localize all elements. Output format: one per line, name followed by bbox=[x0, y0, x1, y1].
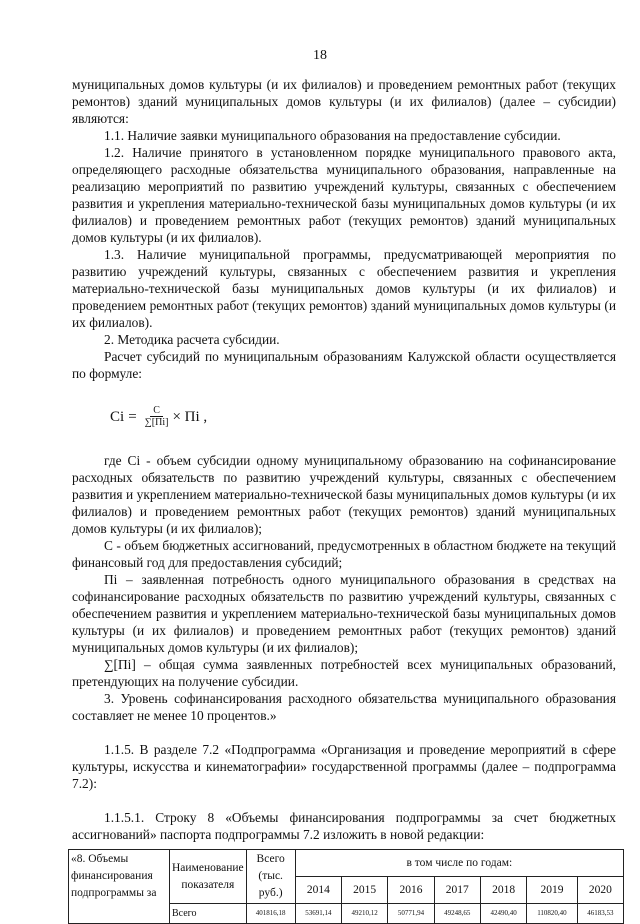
definition: где Ci - объем субсидии одному муниципальному образованию на софинансирование расходных обязательств по развитию учреждений культуры, связанных с обеспечением развития и укреплением материально-технической базы муниципальных домов культуры (и их филиалов) и проведением ремонтных работ (текущих ремонтов) зданий муниципальных домов культуры (и их филиалов); bbox=[72, 453, 616, 536]
document-body bbox=[72, 76, 616, 924]
page-number: 18 bbox=[313, 48, 327, 63]
subsidy-formula bbox=[110, 400, 616, 434]
table-year: 2020 bbox=[577, 877, 623, 904]
section-1-1-5: 1.1.5. В разделе 7.2 «Подпрограмма «Организация и проведение мероприятий в сфере культуры, искусства и кинематографии» государственной программы (далее – подпрограмма 7.2): bbox=[72, 742, 616, 791]
table-row-total: 401816,18 bbox=[246, 904, 295, 924]
table-row-label: «8. Объемы финансирования подпрограммы за bbox=[69, 850, 170, 924]
definition: ∑[Пi] – общая сумма заявленных потребностей всех муниципальных образований, претендующих на получение субсидии. bbox=[72, 657, 616, 689]
table-row-name: Всего bbox=[170, 904, 247, 924]
formula-fraction bbox=[145, 405, 169, 429]
table-cell: 110820,40 bbox=[527, 904, 577, 924]
table-year: 2019 bbox=[527, 877, 577, 904]
section-1-1-5-1: 1.1.5.1. Строку 8 «Объемы финансирования подпрограммы за счет бюджетных ассигнований» паспорта подпрограммы 7.2 изложить в новой редакции: bbox=[72, 810, 616, 842]
table-cell: 42490,40 bbox=[480, 904, 526, 924]
definition: Пi – заявленная потребность одного муниципального образования в средствах на софинансирование расходных обязательств по развитию учреждений культуры, связанных с обеспечением развития и укреплением материально-технической базы муниципальных домов культуры (и их филиалов) и проведением ремонтных работ (текущих ремонтов) зданий муниципальных домов культуры (и их филиалов); bbox=[72, 572, 616, 655]
formula-equals: = bbox=[128, 408, 137, 425]
table-year: 2016 bbox=[388, 877, 434, 904]
definition: С - объем бюджетных ассигнований, предусмотренных в областном бюджете на текущий финансовый год для предоставления субсидий; bbox=[72, 538, 616, 570]
paragraph: 1.3. Наличие муниципальной программы, предусматривающей мероприятия по развитию учреждений культуры, связанных с обеспечением развития и укрепления материально-технической базы муниципальных домов культуры (и их филиалов) и проведением ремонтных работ (текущих ремонтов) зданий муниципальных домов культуры (и их филиалов). bbox=[72, 247, 616, 330]
formula-numerator: C bbox=[150, 405, 163, 417]
formula-times: × Пi , bbox=[172, 408, 208, 425]
formula-lhs: Ci bbox=[110, 408, 125, 425]
table-year: 2014 bbox=[295, 877, 341, 904]
table-year: 2015 bbox=[341, 877, 387, 904]
paragraph: Расчет субсидий по муниципальным образованиям Калужской области осуществляется по формуле: bbox=[72, 349, 616, 381]
paragraph: 2. Методика расчета субсидии. bbox=[104, 332, 280, 347]
paragraph: муниципальных домов культуры (и их филиалов) и проведением ремонтных работ (текущих ремонтов) зданий муниципальных домов культуры (и их филиалов) (далее – субсидии) являются: bbox=[72, 77, 616, 126]
table-cell: 49248,65 bbox=[434, 904, 480, 924]
table-cell: 53691,14 bbox=[295, 904, 341, 924]
paragraph: 1.2. Наличие принятого в установленном порядке муниципального правового акта, определяющего расходные обязательства муниципального образования, направленные на реализацию мероприятий по развитию учреждений культуры, связанных с обеспечением развития и укрепления материально-технической базы муниципальных домов культуры (и их филиалов) и проведением ремонтных работ (текущих ремонтов) зданий муниципальных домов культуры (и их филиалов). bbox=[72, 145, 616, 245]
table-cell: 49210,12 bbox=[341, 904, 387, 924]
table-year: 2017 bbox=[434, 877, 480, 904]
table-name-header: Наименование показателя bbox=[170, 850, 247, 904]
table-cell: 50771,94 bbox=[388, 904, 434, 924]
table-year: 2018 bbox=[480, 877, 526, 904]
formula-denominator: ∑[Пi] bbox=[144, 417, 169, 428]
table-cell: 46183,53 bbox=[577, 904, 623, 924]
definition: 3. Уровень софинансирования расходного обязательства муниципального образования составляет не менее 10 процентов.» bbox=[72, 691, 616, 723]
financing-table bbox=[68, 849, 624, 924]
table-total-header: Всего (тыс. руб.) bbox=[246, 850, 295, 904]
table-years-header: в том числе по годам: bbox=[295, 850, 623, 877]
paragraph: 1.1. Наличие заявки муниципального образования на предоставление субсидии. bbox=[104, 128, 561, 143]
